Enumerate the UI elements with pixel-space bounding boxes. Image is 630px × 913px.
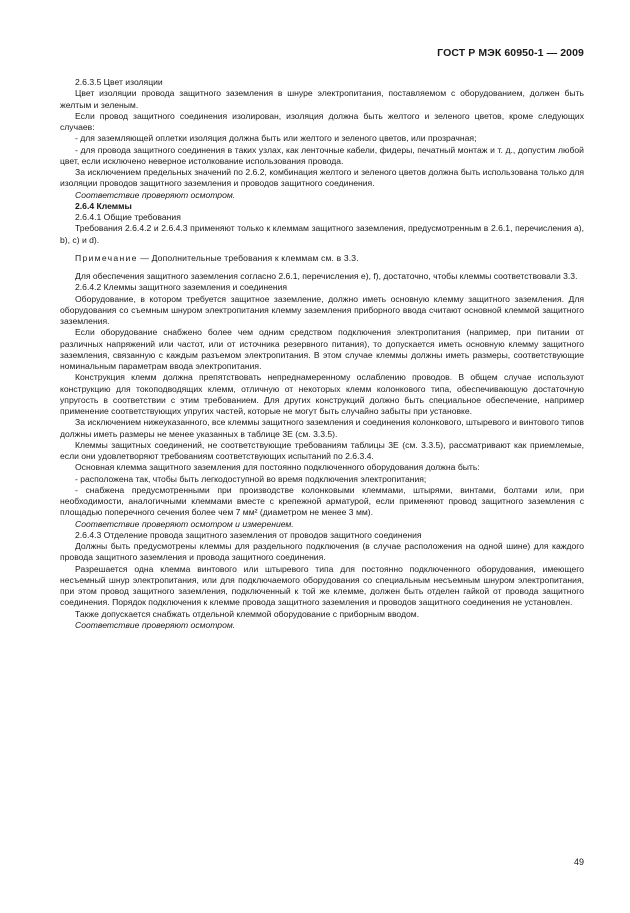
- document-body: [60, 77, 584, 631]
- paragraph-spacer: [60, 264, 584, 271]
- paragraph: Если провод защитного соединения изолирован, изоляция должна быть желтого и зеленого цветов, кроме следующих случаев:: [60, 110, 584, 132]
- page-number: 49: [573, 857, 584, 867]
- paragraph: Цвет изоляции провода защитного заземления в шнуре электропитания, поставляемом с оборудованием, должен быть желтым и зеленым.: [60, 88, 584, 110]
- paragraph-spacer: [60, 246, 584, 253]
- paragraph: 2.6.4.2 Клеммы защитного заземления и соединения: [75, 282, 288, 293]
- paragraph: Для обеспечения защитного заземления согласно 2.6.1, перечисления е), f), достаточно, чтобы клеммы соответствовали 3.3.: [75, 271, 578, 281]
- paragraph: 2.6.4.1 Общие требования: [75, 212, 181, 222]
- paragraph: Клеммы защитных соединений, не соответствующие требованиям таблицы 3Е (см. 3.3.5), рассматривают как приемлемые, если они удовлетворяют требованиям соответствующих испытаний по 2.6.3.4.: [60, 439, 584, 461]
- paragraph: 2.6.4.3 Отделение провода защитного заземления от проводов защитного соединения: [75, 529, 422, 540]
- paragraph: Должны быть предусмотрены клеммы для раздельного подключения (в случае расположения на одной шине) для каждого провода защитного заземления и провода защитного соединения.: [60, 541, 584, 563]
- paragraph: - для заземляющей оплетки изоляция должна быть или желтого и зеленого цветов, или прозрачная;: [75, 133, 477, 144]
- section-heading: 2.6.4 Клеммы: [75, 200, 132, 211]
- paragraph: 2.6.3.5 Цвет изоляции: [75, 77, 163, 87]
- paragraph: Требования 2.6.4.2 и 2.6.4.3 применяют только к клеммам защитного заземления, предусмотренным в 2.6.1, перечисления а), b), c) и d).: [60, 223, 584, 245]
- paragraph: - снабжена предусмотренными при производстве колонковыми клеммами, штырями, винтами, болтами или, при необходимости, аналогичными клеммами вместе с крепежной арматурой, если применяют провод защитного заземления с площадью поперечного сечения более чем 7 мм² (диаметром не менее 3 мм).: [60, 484, 584, 518]
- paragraph: Также допускается снабжать отдельной клеммой оборудование с приборным вводом.: [75, 608, 420, 619]
- paragraph: Оборудование, в котором требуется защитное заземление, должно иметь основную клемму защитного заземления. Для оборудования со съемным шнуром электропитания клемму заземления приборного ввода считают основной клеммой защитного заземления.: [60, 293, 584, 326]
- note-text: — Дополнительные требования к клеммам см. в 3.3.: [137, 252, 359, 263]
- paragraph: Соответствие проверяют осмотром.: [75, 619, 236, 630]
- paragraph: За исключением предельных значений по 2.6.2, комбинация желтого и зеленого цветов должна быть использована только для изоляции проводов защитного заземления и проводов защитного соединения.: [60, 167, 584, 189]
- paragraph: Соответствие проверяют осмотром и измерением.: [75, 518, 294, 529]
- paragraph: - расположена так, чтобы быть легкодоступной во время подключения электропитания;: [75, 473, 427, 484]
- paragraph: Разрешается одна клемма винтового или штыревого типа для постоянно подключенного оборудования, имеющего несъемный шнур электропитания, или для подключаемого оборудования со специальным несъемным шнуром электропитания, при этом провод защитного заземления, подключенный к той же клемме, должен быть отделен гайкой от провода защитного соединения. Порядок подключения к клемме провода защитного заземления и проводов защитного соединения не установлен.: [60, 563, 584, 608]
- note-label: Примечание: [75, 252, 138, 263]
- paragraph: Соответствие проверяют осмотром.: [75, 189, 236, 200]
- paragraph: Основная клемма защитного заземления для постоянно подключенного оборудования должна быть:: [75, 462, 480, 473]
- document-header: ГОСТ Р МЭК 60950-1 — 2009: [437, 47, 584, 59]
- paragraph: За исключением нижеуказанного, все клеммы защитного заземления и соединения колонкового, штыревого и винтового типов должны иметь размеры не менее указанных в таблице 3Е (см. 3.3.5).: [60, 417, 584, 439]
- note-paragraph: [60, 253, 584, 264]
- paragraph: Конструкция клемм должна препятствовать непреднамеренному ослаблению проводов. В общем случае используют конструкцию для токоподводящих клемм, отличную от некоторых клемм колонкового типа, обеспечивающую достаточную упругость в соответствии с этим требованием. Для других конструкций должно быть специальное обеспечение, например применение соответствующих упругих частей, которые не могут быть случайно забыты при установке.: [60, 372, 584, 416]
- paragraph: - для провода защитного соединения в таких узлах, как ленточные кабели, фидеры, печатный монтаж и т. д., допустим любой цвет, если исключено неверное истолкование использования провода.: [60, 144, 584, 166]
- paragraph: Если оборудование снабжено более чем одним средством подключения электропитания (например, при питании от различных напряжений или частот, или от источника резервного питания), то допускается иметь основную клемму защитного заземления, связанную с каждым разъемом электропитания. В этом случае клеммы должны иметь размеры, соответствующие номинальным параметрам ввода электропитания.: [60, 327, 584, 371]
